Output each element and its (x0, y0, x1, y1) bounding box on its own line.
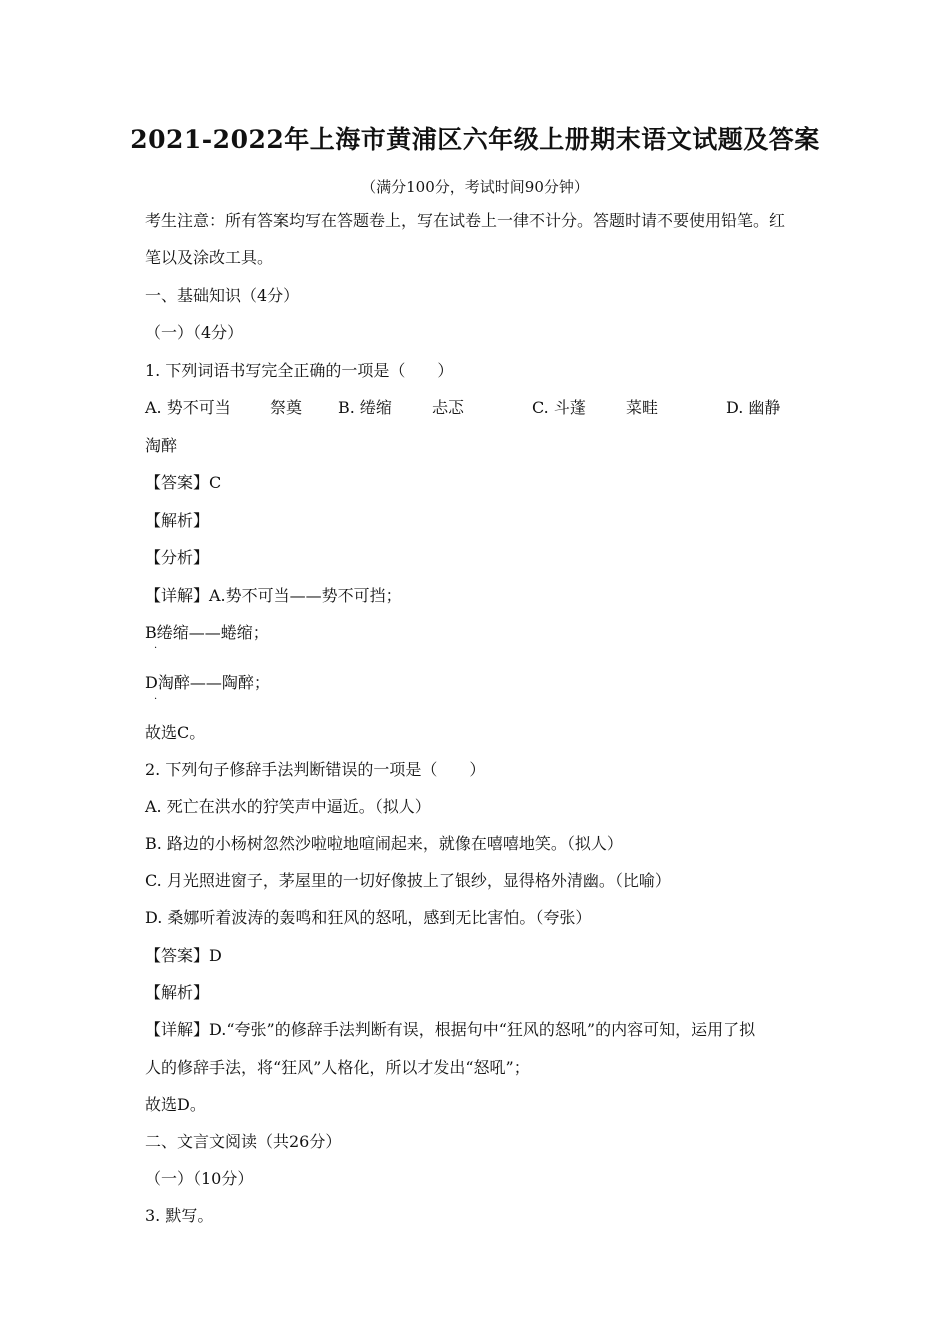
q2-detail-line-1: 【详解】D.“夸张”的修辞手法判断有误，根据句中“狂风的怒吼”的内容可知，运用了拟 (145, 1020, 756, 1039)
q1-answer: 【答案】C (145, 473, 222, 492)
q1-fenxi: 【分析】 (145, 548, 210, 567)
emphasis-dot: · (154, 694, 158, 705)
q1-option-b-word2: 忐忑 (432, 398, 465, 417)
exam-info: （满分100分，考试时间90分钟） (361, 178, 589, 196)
q1-detail: 【详解】A.势不可当——势不可挡； (145, 586, 402, 605)
section-1-heading: 一、基础知识（4分） (145, 286, 300, 305)
q1-option-a: A. 势不可当 (145, 398, 231, 417)
q1-option-b: B. 绻缩 (338, 398, 392, 417)
notice-line-2: 笔以及涂改工具。 (145, 248, 274, 267)
q1-option-c: C. 斗蓬 (532, 398, 586, 417)
q1-analysis: 【解析】 (145, 511, 210, 530)
q3-stem: 3. 默写。 (145, 1206, 214, 1225)
section-2-subheading: （一）（10分） (145, 1169, 254, 1188)
q2-analysis: 【解析】 (145, 983, 210, 1002)
q1-stem: 1. 下列词语书写完全正确的一项是（ ） (145, 361, 454, 380)
q2-answer: 【答案】D (145, 946, 222, 965)
notice-line-1: 考生注意：所有答案均写在答题卷上，写在试卷上一律不计分。答题时请不要使用铅笔。红 (145, 211, 786, 230)
section-2-heading: 二、文言文阅读（共26分） (145, 1132, 342, 1151)
q2-option-b: B. 路边的小杨树忽然沙啦啦地喧闹起来，就像在嘻嘻地笑。（拟人） (145, 834, 623, 853)
q1-conclusion: 故选C。 (145, 723, 206, 742)
page-title: 2021-2022年上海市黄浦区六年级上册期末语文试题及答案 (130, 125, 820, 154)
q2-detail-line-2: 人的修辞手法，将“狂风”人格化，所以才发出“怒吼”； (145, 1058, 530, 1077)
q2-option-a: A. 死亡在洪水的狞笑声中逼近。（拟人） (145, 797, 431, 816)
section-1-subheading: （一）（4分） (145, 323, 244, 342)
q1-option-a-word2: 祭奠 (270, 398, 303, 417)
q2-conclusion: 故选D。 (145, 1095, 206, 1114)
emphasis-dot: · (154, 643, 158, 654)
q1-option-d: D. 幽静 (726, 398, 781, 417)
q1-option-c-word2: 菜畦 (626, 398, 659, 417)
q1-detail-d: D淘醉——陶醉； (145, 673, 270, 692)
q1-detail-b: B绻缩——蜷缩； (145, 623, 269, 642)
q2-option-c: C. 月光照进窗子，茅屋里的一切好像披上了银纱，显得格外清幽。（比喻） (145, 871, 671, 890)
q1-option-d-continued: 淘醉 (145, 436, 178, 455)
q2-stem: 2. 下列句子修辞手法判断错误的一项是（ ） (145, 760, 486, 779)
q2-option-d: D. 桑娜听着波涛的轰鸣和狂风的怒吼，感到无比害怕。（夸张） (145, 908, 592, 927)
